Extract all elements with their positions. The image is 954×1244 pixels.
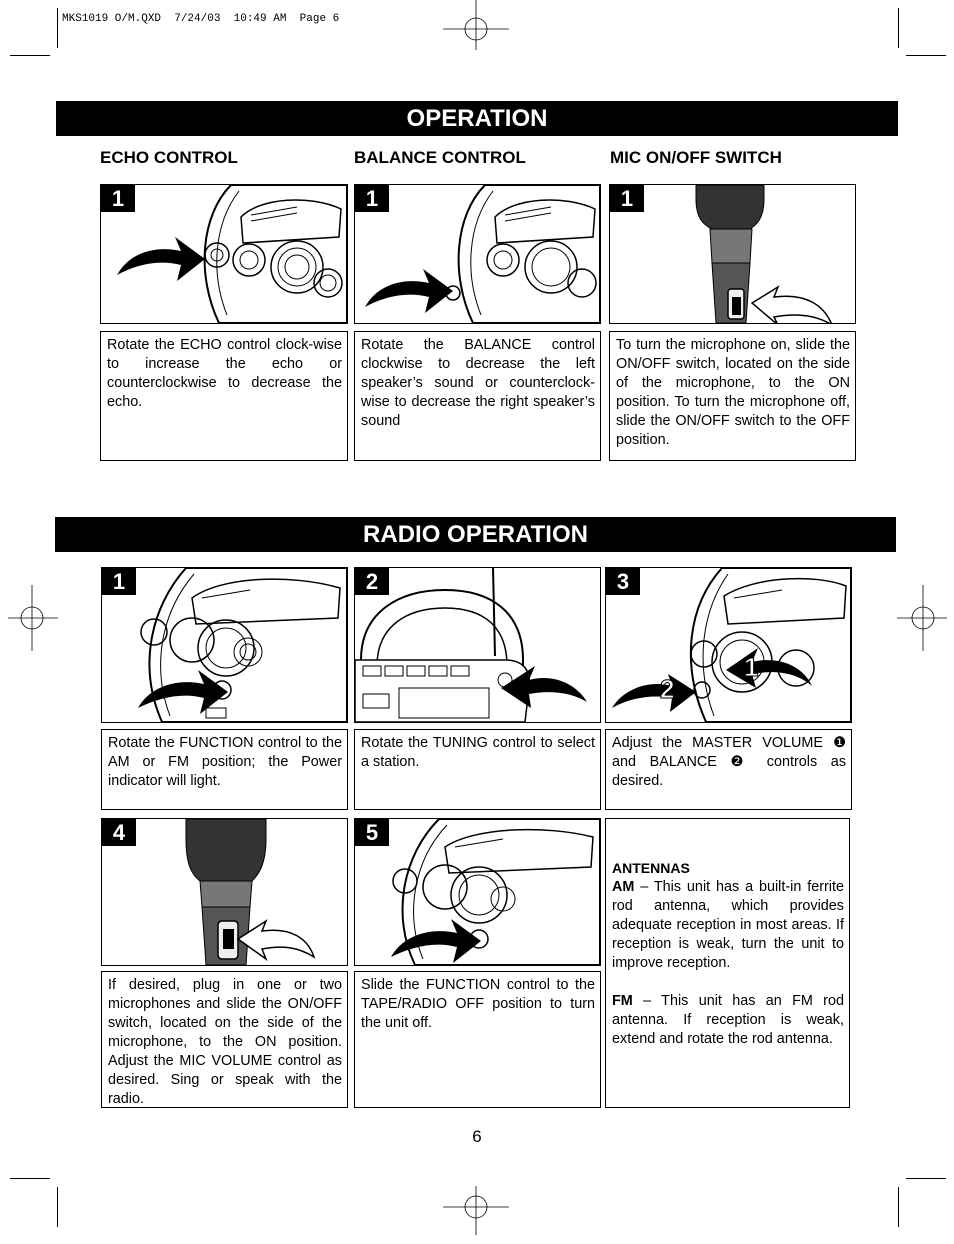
fm-description: – This unit has an FM rod antenna. If reception is weak, extend and rotate the rod antenna. <box>612 993 844 1047</box>
step1-text: Rotate the FUNCTION control to the AM or FM position; the Power indicator will light. <box>108 735 342 789</box>
function-control-description <box>101 729 348 810</box>
mic-switch-illustration <box>609 184 856 324</box>
step-badge: 1 <box>610 185 644 212</box>
radio-operation-title-bar <box>55 517 896 552</box>
function-off-description <box>354 971 601 1108</box>
echo-text: Rotate the ECHO control clock-wise to increase the echo or counterclockwise to decrease the echo. <box>107 337 342 410</box>
registration-mark-left <box>0 585 66 651</box>
crop-mark <box>57 8 58 48</box>
step3-text <box>612 734 846 791</box>
operation-title-bar <box>56 101 898 136</box>
microphone-description <box>101 971 348 1108</box>
mic-switch-text: To turn the microphone on, slide the ON/OFF switch, located on the side of the microphone, to the ON position. To turn the microphone off, slide the ON/OFF switch to the OFF position. <box>616 337 850 448</box>
echo-control-heading: ECHO CONTROL <box>100 148 238 167</box>
crop-mark <box>10 1178 50 1179</box>
page-number: 6 <box>472 1127 482 1146</box>
crop-mark <box>898 8 899 48</box>
crop-mark <box>898 1187 899 1227</box>
crop-mark <box>10 55 50 56</box>
antennas-box <box>605 818 850 1108</box>
radio-operation-title: RADIO OPERATION <box>363 521 588 548</box>
step-badge: 1 <box>102 568 136 595</box>
step3-text-middle: and BALANCE <box>612 754 717 770</box>
antennas-heading: ANTENNAS <box>612 860 690 876</box>
volume-balance-illustration <box>605 567 852 723</box>
step3-text-before: Adjust the MASTER VOLUME <box>612 735 823 751</box>
fm-label: FM <box>612 993 633 1009</box>
microphone-switch-illustration <box>101 818 348 966</box>
registration-mark-bottom <box>443 1178 509 1244</box>
balance-control-heading: BALANCE CONTROL <box>354 148 526 167</box>
function-off-illustration <box>354 818 601 966</box>
crop-mark <box>57 1187 58 1227</box>
crop-mark <box>906 1178 946 1179</box>
registration-mark-right <box>889 585 954 651</box>
step-badge: 3 <box>606 568 640 595</box>
tuning-control-illustration <box>354 567 601 723</box>
marker-one: ❶ <box>833 735 846 751</box>
crop-mark <box>906 55 946 56</box>
step-badge: 1 <box>355 185 389 212</box>
echo-control-illustration <box>100 184 348 324</box>
spacer <box>612 973 844 992</box>
volume-callout: 1 <box>744 652 759 682</box>
step2-text: Rotate the TUNING control to select a station. <box>361 735 595 770</box>
marker-two: ❷ <box>730 754 754 770</box>
am-label: AM <box>612 879 635 895</box>
registration-mark-top <box>443 0 509 66</box>
step3-text-after: controls as desired. <box>612 754 847 789</box>
mic-switch-heading: MIC ON/OFF SWITCH <box>610 148 782 167</box>
step-badge: 1 <box>101 185 135 212</box>
am-antenna-text <box>612 878 844 973</box>
step5-text: Slide the FUNCTION control to the TAPE/RADIO OFF position to turn the unit off. <box>361 977 595 1031</box>
mic-switch-description <box>609 331 856 461</box>
tuning-control-description <box>354 729 601 810</box>
print-slug: MKS1019 O/M.QXD 7/24/03 10:49 AM Page 6 <box>62 13 340 25</box>
step-badge: 2 <box>355 568 389 595</box>
volume-balance-description <box>605 729 852 810</box>
fm-antenna-text <box>612 992 844 1049</box>
am-description: – This unit has a built-in ferrite rod antenna, which provides adequate reception in most areas. If reception is weak, turn the unit to improve reception. <box>612 879 844 971</box>
balance-control-illustration <box>354 184 601 324</box>
balance-control-description <box>354 331 601 461</box>
step-badge: 5 <box>355 819 389 846</box>
step-badge: 4 <box>102 819 136 846</box>
balance-text: Rotate the BALANCE control clockwise to decrease the left speaker’s sound or counterclock-wise to decrease the right speaker’s sound <box>361 337 595 429</box>
operation-title: OPERATION <box>406 105 548 132</box>
function-control-illustration <box>101 567 348 723</box>
balance-callout: 2 <box>660 674 675 704</box>
echo-control-description <box>100 331 348 461</box>
step4-text: If desired, plug in one or two microphones and slide the ON/OFF switch, located on the side of the microphone, to the ON position. Adjust the MIC VOLUME control as desired. Sing or speak with the radio. <box>108 977 342 1107</box>
